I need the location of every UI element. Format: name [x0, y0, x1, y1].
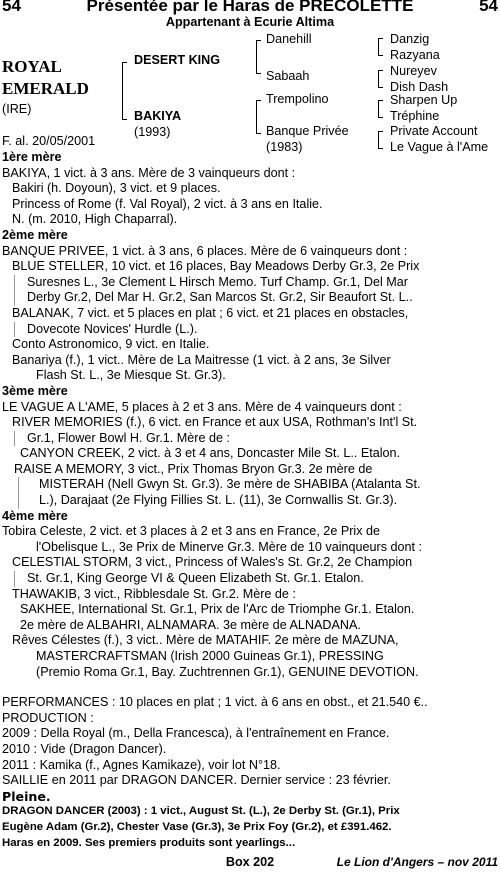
record-line: RIVER MEMORIES (f.), 6 vict. en France et aux USA, Rothman's Int'l St. — [12, 415, 418, 430]
record-line: CELESTIAL STORM, 3 vict., Princess of Wales's St. Gr.2, 2e Champion — [12, 555, 413, 570]
record-line: (Premio Roma Gr.1, Bay. Zuchtrennen Gr.1), GENUINE DEVOTION. — [36, 664, 419, 679]
record-line: Gr.1, Flower Bowl H. Gr.1. Mère de : — [27, 430, 230, 445]
ds-sire: Sharpen Up — [390, 93, 458, 107]
record-line: SAKHEE, International St. Gr.1, Prix de l'Arc de Triomphe Gr.1. Etalon. — [20, 602, 415, 617]
record-line: BAKIYA, 1 vict. à 3 ans. Mère de 3 vainqueurs dont : — [2, 165, 296, 180]
horse-name-line2: EMERALD — [2, 79, 89, 98]
record-line: L.), Darajaat (2e Flying Fillies St. L. (11), 3e Cornwallis St. Gr.3). — [39, 493, 398, 508]
bracket-sire — [256, 40, 261, 74]
stallion-note: Haras en 2009. Ses premiers produits sont yearlings... — [2, 836, 296, 849]
box-number: Box 202 — [225, 855, 275, 869]
record-line: BALANAK, 7 vict. et 5 places en plat ; 6 vict. et 21 places en obstacles, — [12, 305, 409, 320]
record-line: THAWAKIB, 3 vict., Ribblesdale St. Gr.2. Mère de : — [12, 586, 296, 601]
dd-dam: Le Vague à l'Ame — [390, 140, 489, 154]
record-line: MASTERCRAFTSMAN (Irish 2000 Guineas Gr.1), PRESSING — [36, 649, 384, 663]
owner-line: Appartenant à Ecurie Altima — [165, 15, 335, 29]
sire-dam: Sabaah — [266, 69, 310, 83]
record-line: RAISE A MEMORY, 3 vict., Prix Thomas Bryon Gr.3. 2e mère de — [14, 461, 373, 476]
record-line: Bakiri (h. Doyoun), 3 vict. et 9 places. — [12, 181, 221, 196]
page-header — [0, 0, 500, 30]
record-line: N. (m. 2010, High Chaparral). — [12, 212, 178, 227]
production-line: 2009 : Della Royal (m., Della Francesca), à l'entraînement en France. — [2, 726, 390, 741]
covering-status: Pleine. — [2, 788, 51, 804]
record-line: Rêves Célestes (f.), 3 vict.. Mère de MATAHIF. 2e mère de MAZUNA, — [12, 633, 399, 648]
record-line: Conto Astronomico, 9 vict. en Italie. — [12, 337, 210, 352]
performances-line: PERFORMANCES : 10 places en plat ; 1 vict. à 6 ans en obst., et 21.540 €.. — [2, 695, 428, 710]
record-line: Flash St. L., 3e Miesque St. Gr.3). — [36, 368, 226, 383]
record-line: BANQUE PRIVEE, 1 vict. à 3 ans, 6 places. Mère de 6 vainqueurs dont : — [2, 243, 408, 258]
production-heading: PRODUCTION : — [2, 710, 94, 725]
record-line: BLUE STELLER, 10 vict. et 16 places, Bay Meadows Derby Gr.3, 2e Prix — [12, 259, 420, 274]
record-line: 2e mère de ALBAHRI, ALNAMARA. 3e mère de ALNADANA. — [20, 617, 361, 632]
horse-country: (IRE) — [2, 102, 32, 116]
bracket-dam — [256, 100, 261, 134]
ss-dam: Razyana — [390, 48, 440, 62]
dam-sire: Trempolino — [266, 92, 329, 106]
record-line: LE VAGUE A L'AME, 5 places à 2 et 3 ans. Mère de 4 vainqueurs dont : — [2, 399, 402, 414]
record-line: Tobira Celeste, 2 vict. et 3 places à 2 et 3 ans en France, 2e Prix de — [2, 524, 381, 539]
bracket-gen1 — [122, 62, 127, 120]
record-line: Derby Gr.2, Del Mar H. Gr.2, San Marcos St. Gr.2, Sir Beaufort St. L.. — [27, 290, 413, 305]
dam-dam-year: (1983) — [266, 140, 303, 154]
record-line: l'Obelisque L., 3e Prix de Minerve Gr.3. Mère de 10 vainqueurs dont : — [36, 539, 423, 554]
stallion-note: Eugène Adam (Gr.2), Chester Vase (Gr.3), 3e Prix Foy (Gr.2), et £391.462. — [2, 820, 392, 833]
horse-name-line1: ROYAL — [2, 57, 62, 76]
sale-source: Le Lion d'Angers – nov 2011 — [336, 855, 498, 869]
consignor-title: Présentée par le Haras de PRECOLETTE — [86, 0, 414, 15]
record-line: Dovecote Novices' Hurdle (L.). — [27, 321, 198, 336]
sire-sire: Danehill — [266, 32, 312, 46]
record-line: MISTERAH (Nell Gwyn St. Gr.3). 3e mère de SHABIBA (Atalanta St. — [39, 477, 421, 492]
pedigree-table — [0, 30, 500, 158]
record-line: Suresnes L., 3e Clement L Hirsch Memo. Turf Champ. Gr.1, Del Mar — [27, 274, 408, 289]
bracket-ss — [378, 38, 383, 56]
bracket-sd — [378, 70, 383, 88]
record-line: Princess of Rome (f. Val Royal), 2 vict. à 3 ans en Italie. — [12, 196, 323, 211]
dam-name: BAKIYA — [134, 109, 182, 123]
lot-number-right: 54 — [479, 0, 498, 15]
production-line: 2010 : Vide (Dragon Dancer). — [2, 741, 167, 756]
section-heading: 2ème mère — [2, 227, 68, 242]
record-line: St. Gr.1, King George VI & Queen Elizabeth St. Gr.1. Etalon. — [27, 571, 364, 586]
race-record — [0, 150, 498, 851]
dam-year: (1993) — [134, 125, 171, 139]
record-line: Banariya (f.), 1 vict.. Mère de La Maitresse (1 vict. à 2 ans, 3e Silver — [12, 352, 391, 367]
record-line: CANYON CREEK, 2 vict. à 3 et 4 ans, Doncaster Mile St. L.. Etalon. — [20, 446, 401, 461]
lot-number-left: 54 — [2, 0, 21, 15]
ss-sire: Danzig — [390, 32, 430, 46]
sd-sire: Nureyev — [390, 64, 437, 78]
section-heading: 1ère mère — [2, 150, 62, 164]
ds-dam: Tréphine — [390, 109, 440, 123]
sire-name: DESERT KING — [134, 53, 221, 67]
bracket-dd — [378, 131, 383, 149]
sd-dam: Dish Dash — [390, 80, 449, 94]
section-heading: 3ème mère — [2, 383, 68, 398]
horse-birth: F. al. 20/05/2001 — [2, 134, 96, 148]
section-heading: 4ème mère — [2, 508, 68, 523]
production-line: 2011 : Kamika (f., Agnes Kamikaze), voir lot N°18. — [2, 757, 281, 772]
dd-sire: Private Account — [390, 124, 478, 138]
bracket-ds — [378, 100, 383, 118]
dam-dam: Banque Privée — [266, 124, 349, 138]
stallion-note: DRAGON DANCER (2003) : 1 vict., August St. (L.), 2e Derby St. (Gr.1), Prix — [2, 805, 400, 818]
covering-line: SAILLIE en 2011 par DRAGON DANCER. Dernier service : 23 février. — [2, 773, 391, 788]
